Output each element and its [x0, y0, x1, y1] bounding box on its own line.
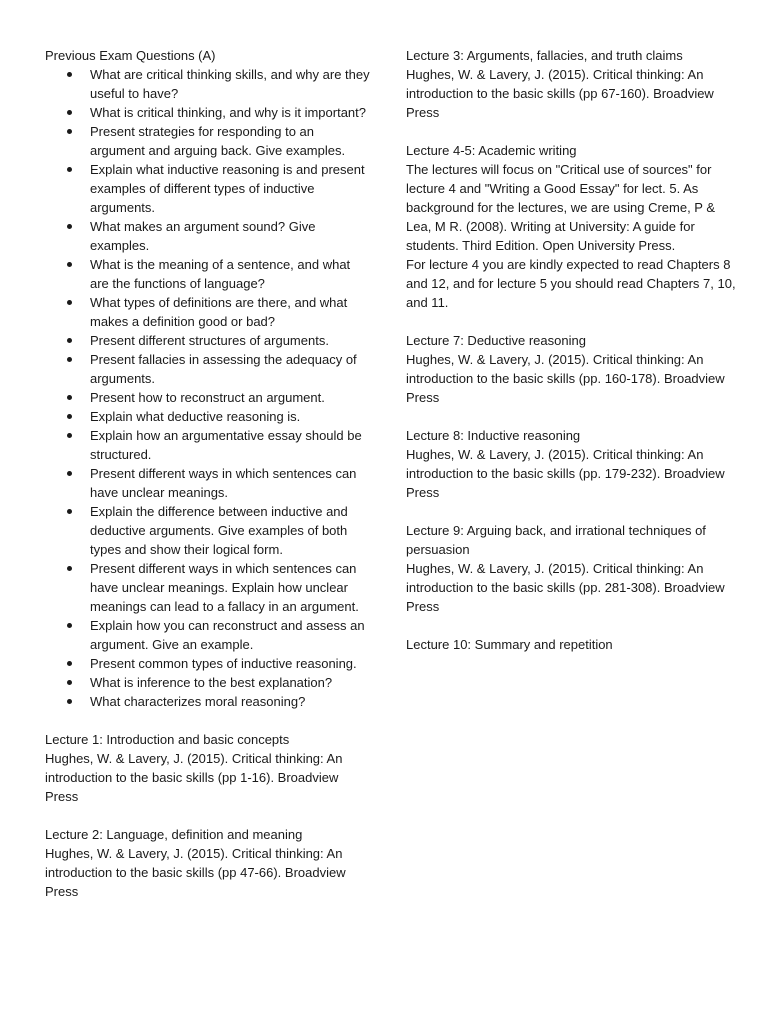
lecture-title: Lecture 7: Deductive reasoning	[406, 333, 586, 348]
question-text: Explain how you can reconstruct and assess an argument. Give an example.	[90, 618, 365, 652]
question-text: What makes an argument sound? Give examples.	[90, 219, 316, 253]
question-item	[90, 388, 370, 407]
left-column	[45, 46, 370, 901]
bullet-icon	[67, 566, 72, 571]
lecture-title: Lecture 9: Arguing back, and irrational techniques of persuasion	[406, 523, 706, 557]
question-text: What characterizes moral reasoning?	[90, 694, 306, 709]
lecture-7-block	[406, 331, 736, 407]
question-item	[90, 559, 370, 616]
lecture-title: Lecture 2: Language, definition and meaning	[45, 827, 303, 842]
bullet-icon	[67, 167, 72, 172]
question-item	[90, 160, 370, 217]
question-text: What is the meaning of a sentence, and what are the functions of language?	[90, 257, 351, 291]
lecture-reference: Hughes, W. & Lavery, J. (2015). Critical thinking: An introduction to the basic skills (pp 1-16). Broadview Press	[45, 751, 343, 804]
spacer	[406, 407, 736, 426]
spacer	[406, 122, 736, 141]
question-text: Explain how an argumentative essay should be structured.	[90, 428, 362, 462]
lecture-reference: Hughes, W. & Lavery, J. (2015). Critical thinking: An introduction to the basic skills (pp 47-66). Broadview Press	[45, 846, 346, 899]
question-item	[90, 350, 370, 388]
question-item	[90, 407, 370, 426]
lecture-title: Lecture 3: Arguments, fallacies, and truth claims	[406, 48, 683, 63]
lecture-3-block	[406, 46, 736, 122]
question-item	[90, 654, 370, 673]
question-text: What is inference to the best explanation?	[90, 675, 333, 690]
bullet-icon	[67, 224, 72, 229]
question-text: What is critical thinking, and why is it important?	[90, 105, 366, 120]
question-item	[90, 692, 370, 711]
lecture-reference: Hughes, W. & Lavery, J. (2015). Critical thinking: An introduction to the basic skills (pp. 179-232). Broadview Press	[406, 447, 725, 500]
question-text: Present fallacies in assessing the adequacy of arguments.	[90, 352, 357, 386]
question-item	[90, 673, 370, 692]
exam-questions-heading: Previous Exam Questions (A)	[45, 48, 216, 63]
bullet-icon	[67, 338, 72, 343]
question-text: Explain the difference between inductive and deductive arguments. Give examples of both types and show their logical form.	[90, 504, 348, 557]
spacer	[45, 806, 370, 825]
question-item	[90, 616, 370, 654]
bullet-icon	[67, 661, 72, 666]
spacer	[406, 616, 736, 635]
lecture-title: Lecture 1: Introduction and basic concepts	[45, 732, 290, 747]
bullet-icon	[67, 129, 72, 134]
question-item	[90, 426, 370, 464]
question-text: Present different ways in which sentences can have unclear meanings.	[90, 466, 357, 500]
bullet-icon	[67, 699, 72, 704]
bullet-icon	[67, 623, 72, 628]
question-item	[90, 331, 370, 350]
bullet-icon	[67, 509, 72, 514]
question-item	[90, 217, 370, 255]
question-item	[90, 464, 370, 502]
spacer	[45, 711, 370, 730]
question-text: Explain what deductive reasoning is.	[90, 409, 301, 424]
bullet-icon	[67, 110, 72, 115]
question-item	[90, 122, 370, 160]
bullet-icon	[67, 262, 72, 267]
question-text: Explain what inductive reasoning is and present examples of different types of inductive arguments.	[90, 162, 365, 215]
lecture-8-block	[406, 426, 736, 502]
bullet-icon	[67, 395, 72, 400]
spacer	[406, 502, 736, 521]
question-text: What are critical thinking skills, and why are they useful to have?	[90, 67, 370, 101]
lecture-2-block	[45, 825, 370, 901]
question-text: Present how to reconstruct an argument.	[90, 390, 325, 405]
question-text: Present common types of inductive reasoning.	[90, 656, 357, 671]
bullet-icon	[67, 72, 72, 77]
bullet-icon	[67, 680, 72, 685]
lecture-reference: Hughes, W. & Lavery, J. (2015). Critical thinking: An introduction to the basic skills (pp. 160-178). Broadview Press	[406, 352, 725, 405]
right-column	[406, 46, 736, 654]
bullet-icon	[67, 471, 72, 476]
lecture-10-block	[406, 635, 736, 654]
question-text: Present strategies for responding to an argument and arguing back. Give examples.	[90, 124, 346, 158]
question-item	[90, 65, 370, 103]
lecture-title: Lecture 8: Inductive reasoning	[406, 428, 581, 443]
lecture-4-5-block	[406, 141, 736, 312]
question-item	[90, 502, 370, 559]
lecture-1-block	[45, 730, 370, 806]
lecture-reference: Hughes, W. & Lavery, J. (2015). Critical thinking: An introduction to the basic skills (pp 67-160). Broadview Press	[406, 67, 714, 120]
question-item	[90, 103, 370, 122]
question-text: What types of definitions are there, and what makes a definition good or bad?	[90, 295, 348, 329]
bullet-icon	[67, 414, 72, 419]
lecture-title: Lecture 4-5: Academic writing	[406, 143, 577, 158]
lecture-9-block	[406, 521, 736, 616]
lecture-reference: Hughes, W. & Lavery, J. (2015). Critical thinking: An introduction to the basic skills (pp. 281-308). Broadview Press	[406, 561, 725, 614]
spacer	[406, 312, 736, 331]
lecture-title: Lecture 10: Summary and repetition	[406, 637, 613, 652]
lecture-description: The lectures will focus on "Critical use of sources" for lecture 4 and "Writing a Good Essay" for lect. 5. As background for the lectures, we are using Creme, P & Lea, M R. (2008). Writing at University: A guide for students. Third Edition. Open University Press.	[406, 162, 716, 253]
question-text: Present different ways in which sentences can have unclear meanings. Explain how unclear meanings can lead to a fallacy in an argument.	[90, 561, 359, 614]
lecture-reading-note: For lecture 4 you are kindly expected to read Chapters 8 and 12, and for lecture 5 you should read Chapters 7, 10, and 11.	[406, 257, 736, 310]
question-item	[90, 293, 370, 331]
bullet-icon	[67, 433, 72, 438]
bullet-icon	[67, 300, 72, 305]
exam-questions-list	[45, 65, 370, 711]
question-item	[90, 255, 370, 293]
bullet-icon	[67, 357, 72, 362]
question-text: Present different structures of arguments.	[90, 333, 329, 348]
